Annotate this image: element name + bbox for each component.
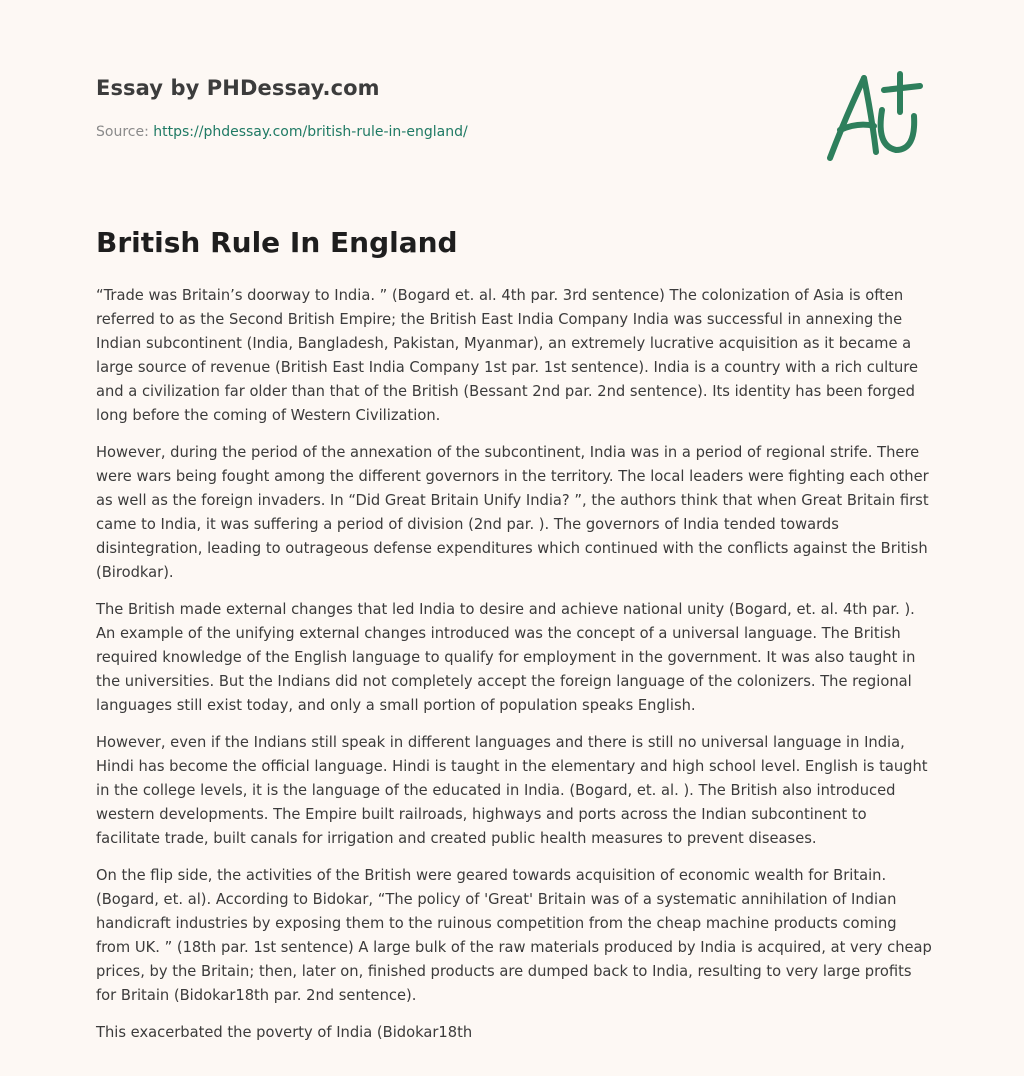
article-paragraph: However, during the period of the annexation of the subcontinent, India was in a period of regional strife. There were wars being fought among the different governors in the territory. The local leaders were fighting each other as well as the foreign invaders. In “Did Great Britain Unify India? ”, the authors think that when Great Britain first came to India, it was suffering a period of division (2nd par. ). The governors of India tended towards disintegration, leading to outrageous defense expenditures which continued with the conflicts against the British (Birodkar). — [96, 444, 929, 581]
article-body — [96, 284, 932, 1058]
article-paragraph: “Trade was Britain’s doorway to India. ” (Bogard et. al. 4th par. 3rd sentence) The colonization of Asia is often referred to as the Second British Empire; the British East India Company India was successful in annexing the Indian subcontinent (India, Bangladesh, Pakistan, Myanmar), an extremely lucrative acquisition as it became a large source of revenue (British East India Company 1st par. 1st sentence). India is a country with a rich culture and a civilization far older than that of the British (Bessant 2nd par. 2nd sentence). Its identity has been forged long before the coming of Western Civilization. — [96, 287, 919, 424]
article-paragraph: On the flip side, the activities of the British were geared towards acquisition of economic wealth for Britain. (Bogard, et. al). According to Bidokar, “The policy of 'Great' Britain was of a systematic annihilation of Indian handicraft industries by exposing them to the ruinous competition from the cheap machine products coming from UK. ” (18th par. 1st sentence) A large bulk of the raw materials produced by India is acquired, at very cheap prices, by the Britain; then, later on, finished products are dumped back to India, resulting to very large profits for Britain (Bidokar18th par. 2nd sentence). — [96, 867, 932, 1004]
source-label: Source: — [96, 124, 154, 140]
source-link[interactable]: https://phdessay.com/british-rule-in-england/ — [153, 124, 468, 140]
source-line — [96, 124, 468, 140]
article-title: British Rule In England — [96, 226, 458, 259]
site-brand: Essay by PHDessay.com — [96, 76, 380, 100]
article-paragraph: The British made external changes that led India to desire and achieve national unity (Bogard, et. al. 4th par. ). An example of the unifying external changes introduced was the concept of a universal language. The British required knowledge of the English language to qualify for employment in the government. It was also taught in the universities. But the Indians did not completely accept the foreign language of the colonizers. The regional languages still exist today, and only a small portion of population speaks English. — [96, 601, 916, 714]
article-paragraph: However, even if the Indians still speak in different languages and there is still no universal language in India, Hindi has become the official language. Hindi is taught in the elementary and high school level. English is taught in the college levels, it is the language of the educated in India. (Bogard, et. al. ). The British also introduced western developments. The Empire built railroads, highways and ports across the Indian subcontinent to facilitate trade, built canals for irrigation and created public health measures to prevent diseases. — [96, 734, 928, 847]
a-plus-logo-icon — [820, 66, 930, 166]
article-paragraph: This exacerbated the poverty of India (Bidokar18th — [96, 1024, 473, 1041]
